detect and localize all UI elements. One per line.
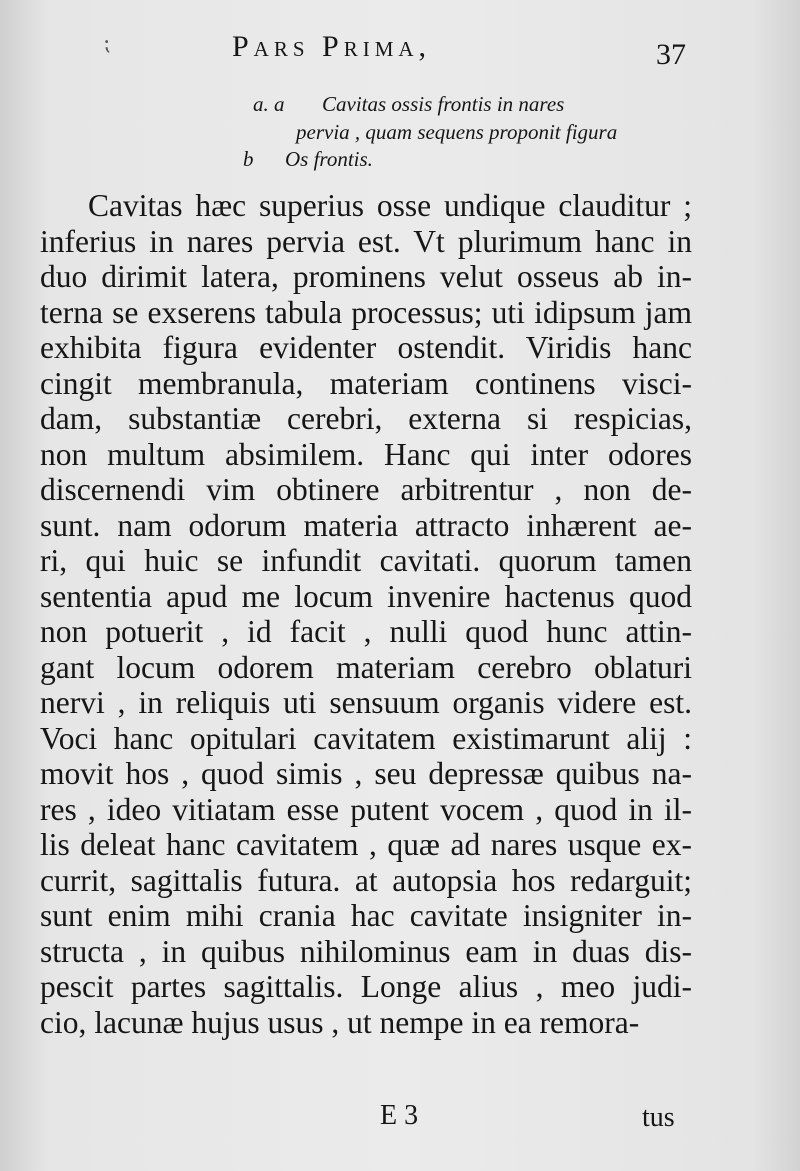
- catchword: tus: [642, 1102, 675, 1133]
- caption-a-line-2: pervia , quam sequens proponit figura: [296, 120, 618, 144]
- text-line: pescit partes sagittalis. Longe alius , meo judi-: [40, 969, 692, 1004]
- text-line: ri, qui huic se infundit cavitati. quorum tamen: [40, 543, 692, 578]
- text-line: structa , in quibus nihilominus eam in duas dis-: [40, 933, 692, 969]
- text-line: non multum absimilem. Hanc qui inter odores: [40, 436, 692, 472]
- caption-b-text: Os frontis.: [285, 147, 373, 171]
- text-line: sunt. nam odorum materia attracto inhærent ae-: [40, 507, 692, 543]
- text-line: Voci hanc opitulari cavitatem existimarunt alij :: [40, 720, 692, 756]
- text-line: cingit membranula, materiam continens visci-: [40, 365, 692, 401]
- caption-label-a: a. a: [253, 92, 285, 116]
- signature-mark: E 3: [380, 1100, 419, 1131]
- text-line: movit hos , quod simis , seu depressæ quibus na-: [40, 756, 692, 791]
- text-line: discernendi vim obtinere arbitrentur , non de-: [40, 472, 692, 507]
- text-line: lis deleat hanc cavitatem , quæ ad nares usque ex-: [40, 827, 692, 862]
- text-line: non potuerit , id facit , nulli quod hunc attin-: [40, 614, 692, 649]
- text-line: dam, substantiæ cerebri, externa si respicias,: [40, 401, 692, 436]
- printer-mark: ⁏: [103, 30, 111, 55]
- text-line: terna se exserens tabula processus; uti idipsum jam: [40, 294, 692, 330]
- text-line: Cavitas hæc superius osse undique clauditur ;: [88, 188, 692, 223]
- page-number: 37: [656, 38, 686, 71]
- text-line: currit, sagittalis futura. at autopsia hos redarguit;: [40, 862, 692, 898]
- text-line: duo dirimit latera, prominens velut osseus ab in-: [40, 259, 692, 294]
- text-line: sunt enim mihi crania hac cavitate insigniter in-: [40, 898, 692, 933]
- running-head: Pars Prima,: [232, 30, 432, 63]
- text-line: gant locum odorem materiam cerebro oblaturi: [40, 649, 692, 685]
- text-line: nervi , in reliquis uti sensuum organis videre est.: [40, 685, 692, 720]
- text-line: res , ideo vitiatam esse putent vocem , quod in il-: [40, 791, 692, 827]
- caption-label-b: b: [243, 147, 254, 171]
- text-line: inferius in nares pervia est. Vt plurimum hanc in: [40, 223, 692, 259]
- body-text: [40, 188, 692, 1040]
- caption-a-line-1: Cavitas ossis frontis in nares: [322, 92, 565, 116]
- text-line: sententia apud me locum invenire hactenus quod: [40, 578, 692, 614]
- text-line: exhibita figura evidenter ostendit. Viridis hanc: [40, 330, 692, 365]
- text-line: cio, lacunæ hujus usus , ut nempe in ea remora-: [40, 1004, 640, 1040]
